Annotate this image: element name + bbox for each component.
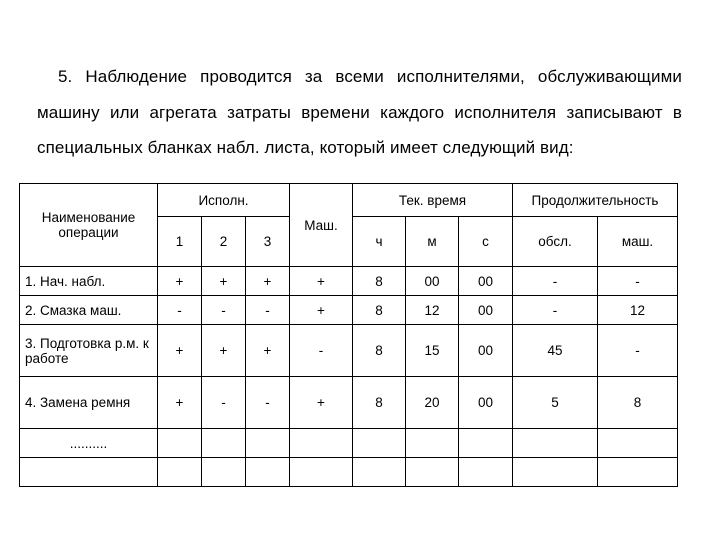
table-row xyxy=(20,458,678,487)
table-row xyxy=(20,325,678,377)
cell-hours xyxy=(353,429,406,458)
cell-operation: 3. Подготовка р.м. к работе xyxy=(20,325,158,377)
cell-machine xyxy=(290,458,353,487)
cell-hours: 8 xyxy=(353,267,406,296)
cell-seconds: 00 xyxy=(459,377,513,429)
cell-machine-time xyxy=(598,429,678,458)
cell-service: - xyxy=(513,267,598,296)
cell-executor-2: - xyxy=(202,296,246,325)
cell-machine-time: 8 xyxy=(598,377,678,429)
cell-seconds xyxy=(459,429,513,458)
cell-machine: - xyxy=(290,325,353,377)
cell-service xyxy=(513,458,598,487)
cell-executor-2: + xyxy=(202,325,246,377)
cell-hours: 8 xyxy=(353,325,406,377)
table-row xyxy=(20,296,678,325)
header-executor-2: 2 xyxy=(202,217,246,267)
intro-paragraph: 5. Наблюдение проводится за всеми исполнителями, обслуживающими машину или агрегата затраты времени каждого исполнителя записывают в специальных бланках набл. листа, который имеет следующий вид: xyxy=(37,67,682,157)
cell-executor-2: + xyxy=(202,267,246,296)
cell-machine: + xyxy=(290,296,353,325)
header-minutes: м xyxy=(406,217,459,267)
cell-executor-3: + xyxy=(246,267,290,296)
cell-service xyxy=(513,429,598,458)
header-current-time: Тек. время xyxy=(353,184,513,217)
cell-executor-1: - xyxy=(158,296,202,325)
header-duration: Продолжительность xyxy=(513,184,678,217)
cell-service: - xyxy=(513,296,598,325)
cell-seconds xyxy=(459,458,513,487)
cell-minutes xyxy=(406,429,459,458)
cell-machine-time: - xyxy=(598,325,678,377)
cell-executor-2 xyxy=(202,458,246,487)
cell-seconds: 00 xyxy=(459,296,513,325)
cell-hours: 8 xyxy=(353,296,406,325)
cell-executor-3 xyxy=(246,429,290,458)
header-seconds: с xyxy=(459,217,513,267)
table-row xyxy=(20,429,678,458)
cell-executor-2: - xyxy=(202,377,246,429)
header-machine-time: маш. xyxy=(598,217,678,267)
cell-machine: + xyxy=(290,377,353,429)
cell-seconds: 00 xyxy=(459,267,513,296)
cell-executor-1 xyxy=(158,429,202,458)
cell-service: 5 xyxy=(513,377,598,429)
header-service: обсл. xyxy=(513,217,598,267)
cell-executor-1: + xyxy=(158,325,202,377)
header-operation: Наименование операции xyxy=(20,184,158,267)
cell-minutes: 12 xyxy=(406,296,459,325)
header-row-1 xyxy=(20,184,678,217)
cell-minutes xyxy=(406,458,459,487)
table-row xyxy=(20,377,678,429)
cell-executor-3: + xyxy=(246,325,290,377)
cell-minutes: 00 xyxy=(406,267,459,296)
cell-executor-1: + xyxy=(158,377,202,429)
cell-machine-time: 12 xyxy=(598,296,678,325)
cell-operation: .......... xyxy=(20,429,158,458)
cell-minutes: 20 xyxy=(406,377,459,429)
cell-executor-3: - xyxy=(246,296,290,325)
header-hours: ч xyxy=(353,217,406,267)
cell-hours xyxy=(353,458,406,487)
header-machine: Маш. xyxy=(290,184,353,267)
header-executor-1: 1 xyxy=(158,217,202,267)
cell-service: 45 xyxy=(513,325,598,377)
header-executor-3: 3 xyxy=(246,217,290,267)
cell-machine xyxy=(290,429,353,458)
cell-executor-1: + xyxy=(158,267,202,296)
cell-executor-3 xyxy=(246,458,290,487)
cell-operation: 2. Смазка маш. xyxy=(20,296,158,325)
cell-machine-time xyxy=(598,458,678,487)
cell-machine: + xyxy=(290,267,353,296)
cell-machine-time: - xyxy=(598,267,678,296)
cell-operation: 1. Нач. набл. xyxy=(20,267,158,296)
observation-table xyxy=(19,183,678,487)
cell-seconds: 00 xyxy=(459,325,513,377)
cell-operation: 4. Замена ремня xyxy=(20,377,158,429)
cell-executor-2 xyxy=(202,429,246,458)
table-row xyxy=(20,267,678,296)
cell-operation xyxy=(20,458,158,487)
cell-minutes: 15 xyxy=(406,325,459,377)
header-executors: Исполн. xyxy=(158,184,290,217)
cell-hours: 8 xyxy=(353,377,406,429)
cell-executor-1 xyxy=(158,458,202,487)
cell-executor-3: - xyxy=(246,377,290,429)
